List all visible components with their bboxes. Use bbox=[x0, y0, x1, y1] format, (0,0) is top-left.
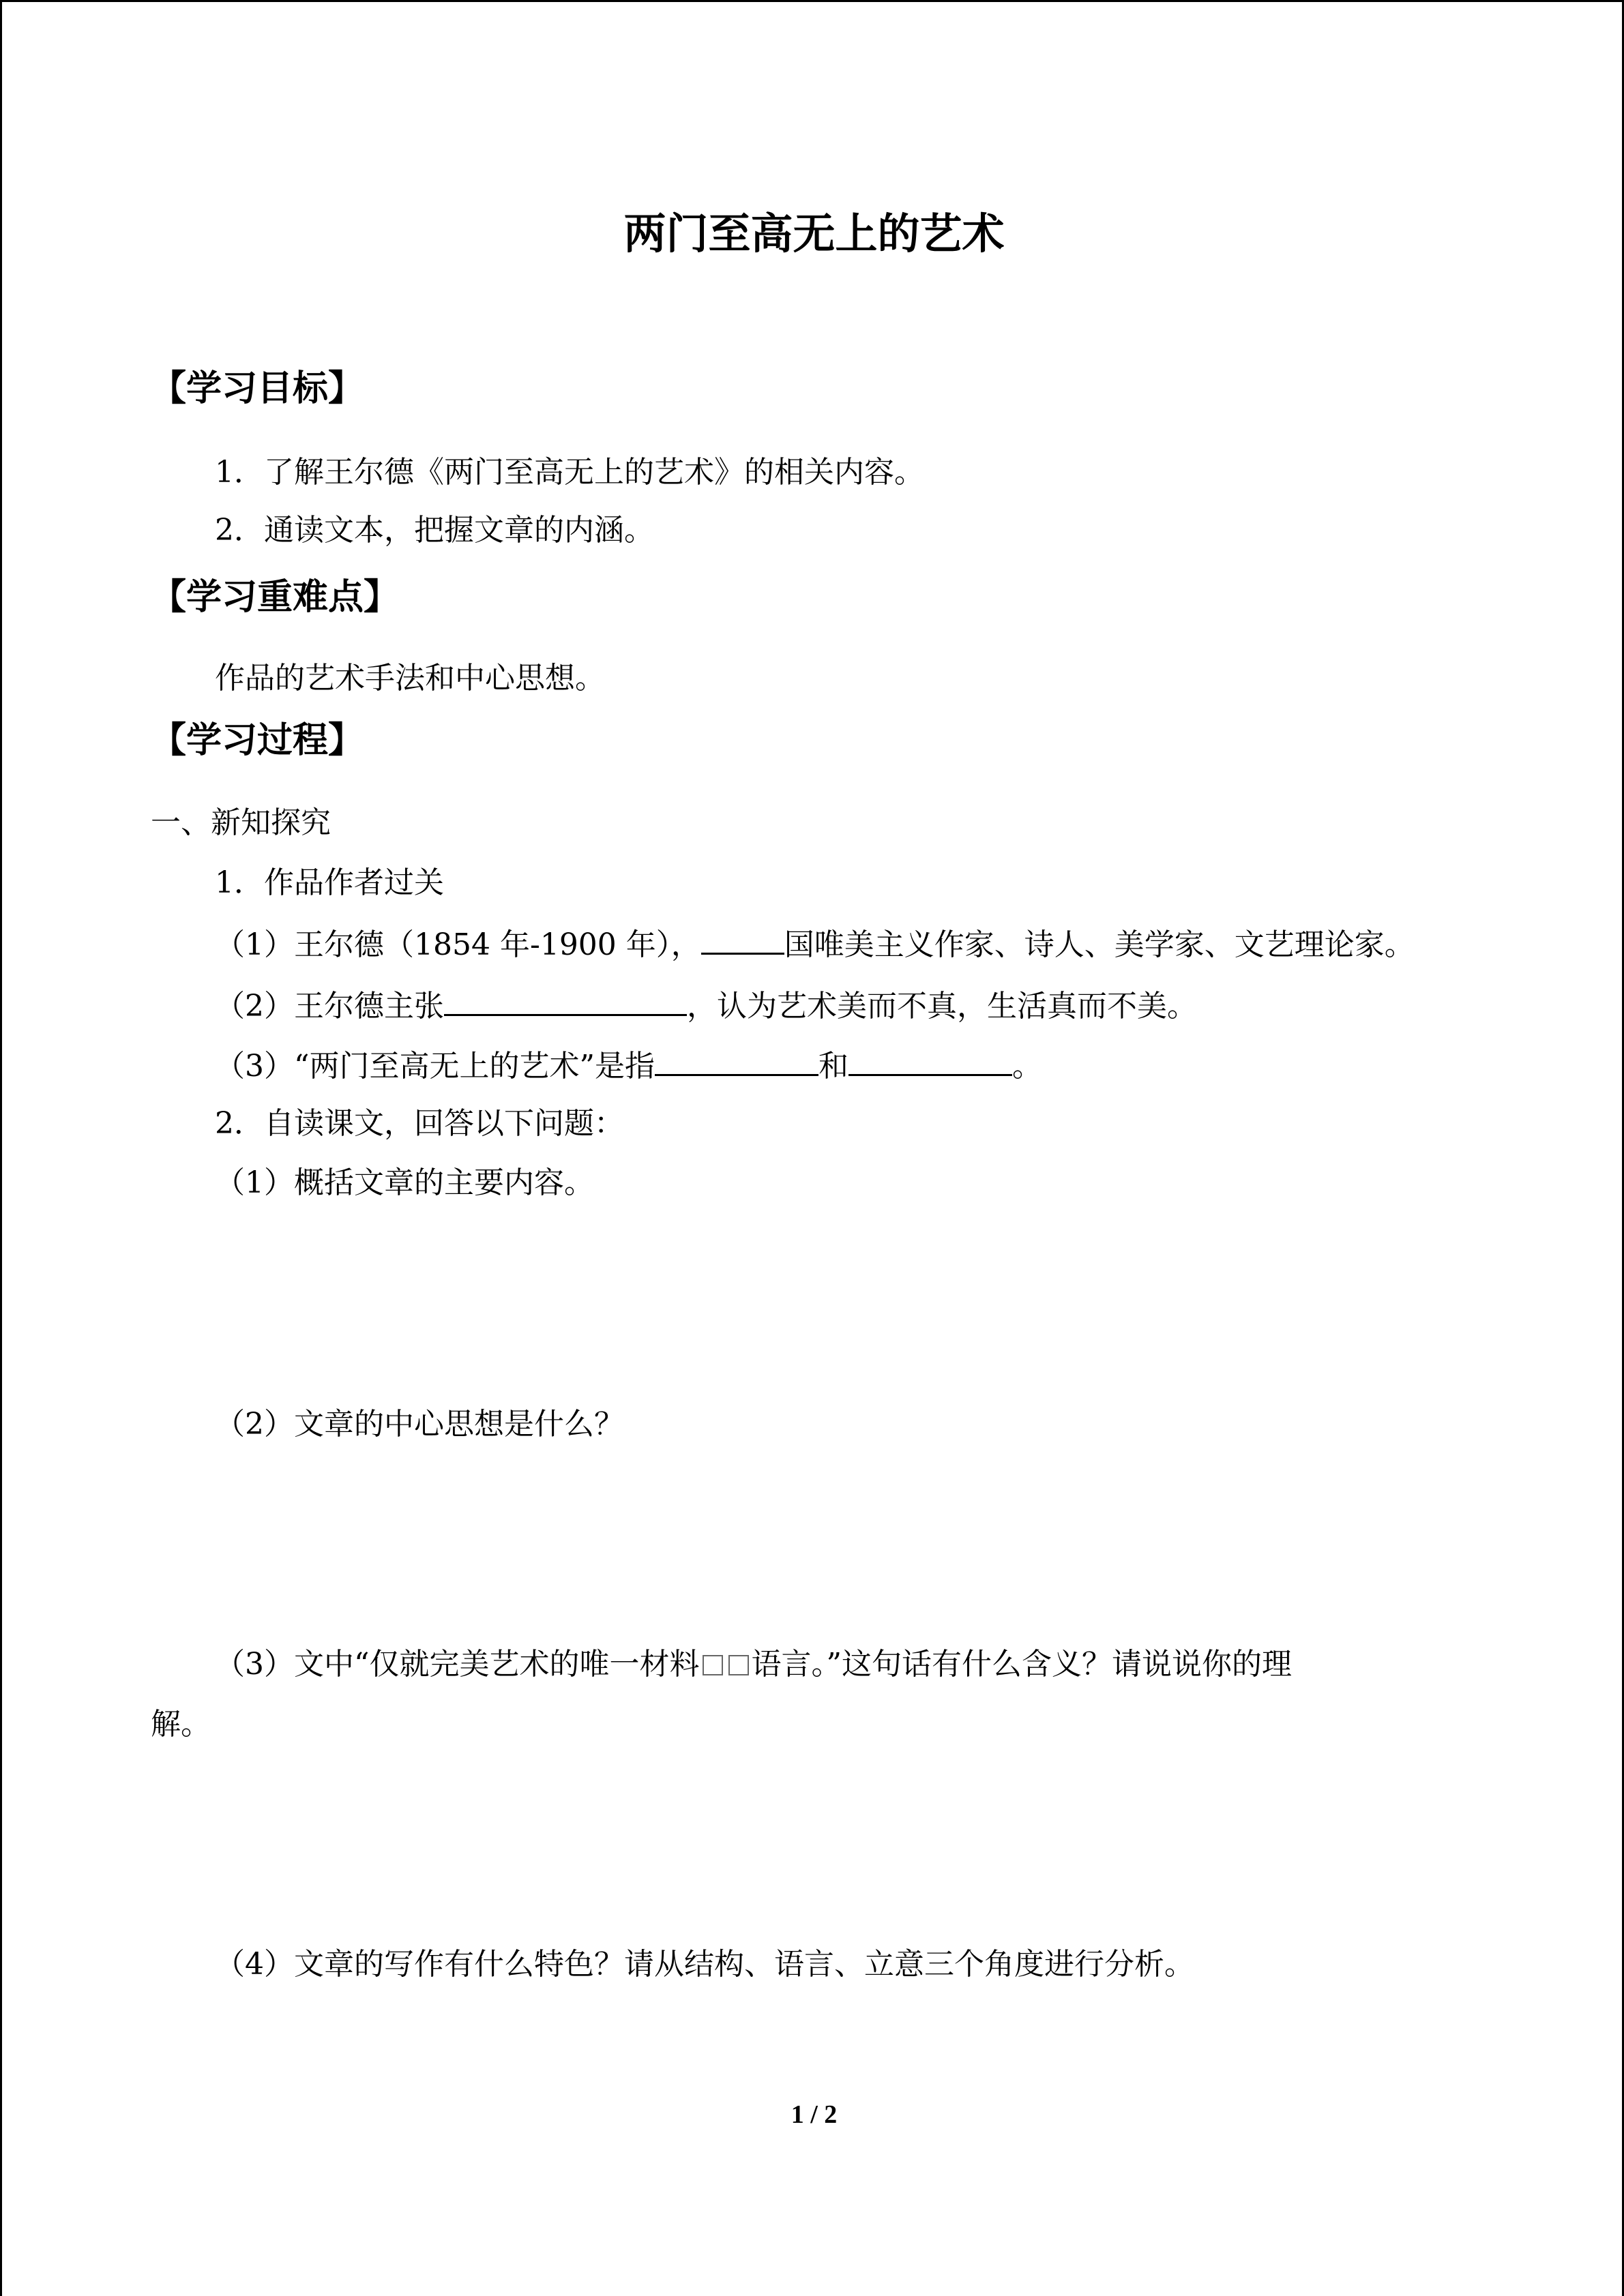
question-1-title: 1．作品作者过关 bbox=[215, 865, 444, 900]
heading-learning-goals: 【学习目标】 bbox=[151, 368, 364, 409]
answer-area-2-3[interactable] bbox=[215, 1761, 1443, 1925]
part1-title: 一、新知探究 bbox=[151, 805, 331, 840]
question-2-2: （2）文章的中心思想是什么？ bbox=[215, 1407, 624, 1442]
answer-area-2-1[interactable] bbox=[215, 1223, 1443, 1386]
key-points-text: 作品的艺术手法和中心思想。 bbox=[215, 661, 605, 696]
goal-item-2: 2．通读文本，把握文章的内涵。 bbox=[215, 513, 654, 548]
question-1-2-text-before: （2）王尔德主张 bbox=[215, 989, 444, 1024]
question-2-3-text-before: （3）文中“仅就完美艺术的唯一材料 bbox=[215, 1647, 700, 1682]
question-1-2 bbox=[215, 984, 1197, 1027]
question-2-3-continuation: 解。 bbox=[151, 1707, 211, 1742]
question-1-1-text-after: 国唯美主义作家、诗人、美学家、文艺理论家。 bbox=[784, 927, 1415, 962]
fill-blank-art-1[interactable] bbox=[655, 1044, 818, 1076]
question-2-4: （4）文章的写作有什么特色？请从结构、语言、立意三个角度进行分析。 bbox=[215, 1947, 1194, 1982]
missing-glyph-box bbox=[728, 1655, 749, 1675]
goal-item-1: 1．了解王尔德《两门至高无上的艺术》的相关内容。 bbox=[215, 455, 924, 490]
document-title: 两门至高无上的艺术 bbox=[623, 209, 1005, 258]
fill-blank-claim[interactable] bbox=[444, 984, 687, 1016]
question-1-2-text-after: ，认为艺术美而不真，生活真而不美。 bbox=[687, 989, 1197, 1024]
fill-blank-country[interactable] bbox=[701, 923, 784, 955]
question-1-1 bbox=[215, 923, 1415, 966]
question-2-title: 2．自读课文，回答以下问题： bbox=[215, 1106, 624, 1141]
question-1-3 bbox=[215, 1044, 1042, 1087]
page-number: 1 / 2 bbox=[791, 2100, 838, 2129]
question-2-1: （1）概括文章的主要内容。 bbox=[215, 1165, 594, 1200]
question-1-3-text-before: （3）“两门至高无上的艺术”是指 bbox=[215, 1049, 655, 1084]
question-2-3-text-after: 语言。”这句话有什么含义？请说说你的理 bbox=[751, 1647, 1292, 1682]
answer-area-2-2[interactable] bbox=[215, 1461, 1443, 1625]
question-2-3 bbox=[215, 1644, 1292, 1685]
question-1-3-text-after: 。 bbox=[1012, 1049, 1042, 1084]
missing-glyph-box bbox=[703, 1655, 723, 1675]
question-1-3-text-middle: 和 bbox=[818, 1049, 848, 1084]
question-1-1-text-before: （1）王尔德（1854 年-1900 年）， bbox=[215, 927, 701, 962]
heading-key-points: 【学习重难点】 bbox=[151, 577, 400, 618]
heading-learning-process: 【学习过程】 bbox=[151, 720, 364, 761]
fill-blank-art-2[interactable] bbox=[848, 1044, 1012, 1076]
